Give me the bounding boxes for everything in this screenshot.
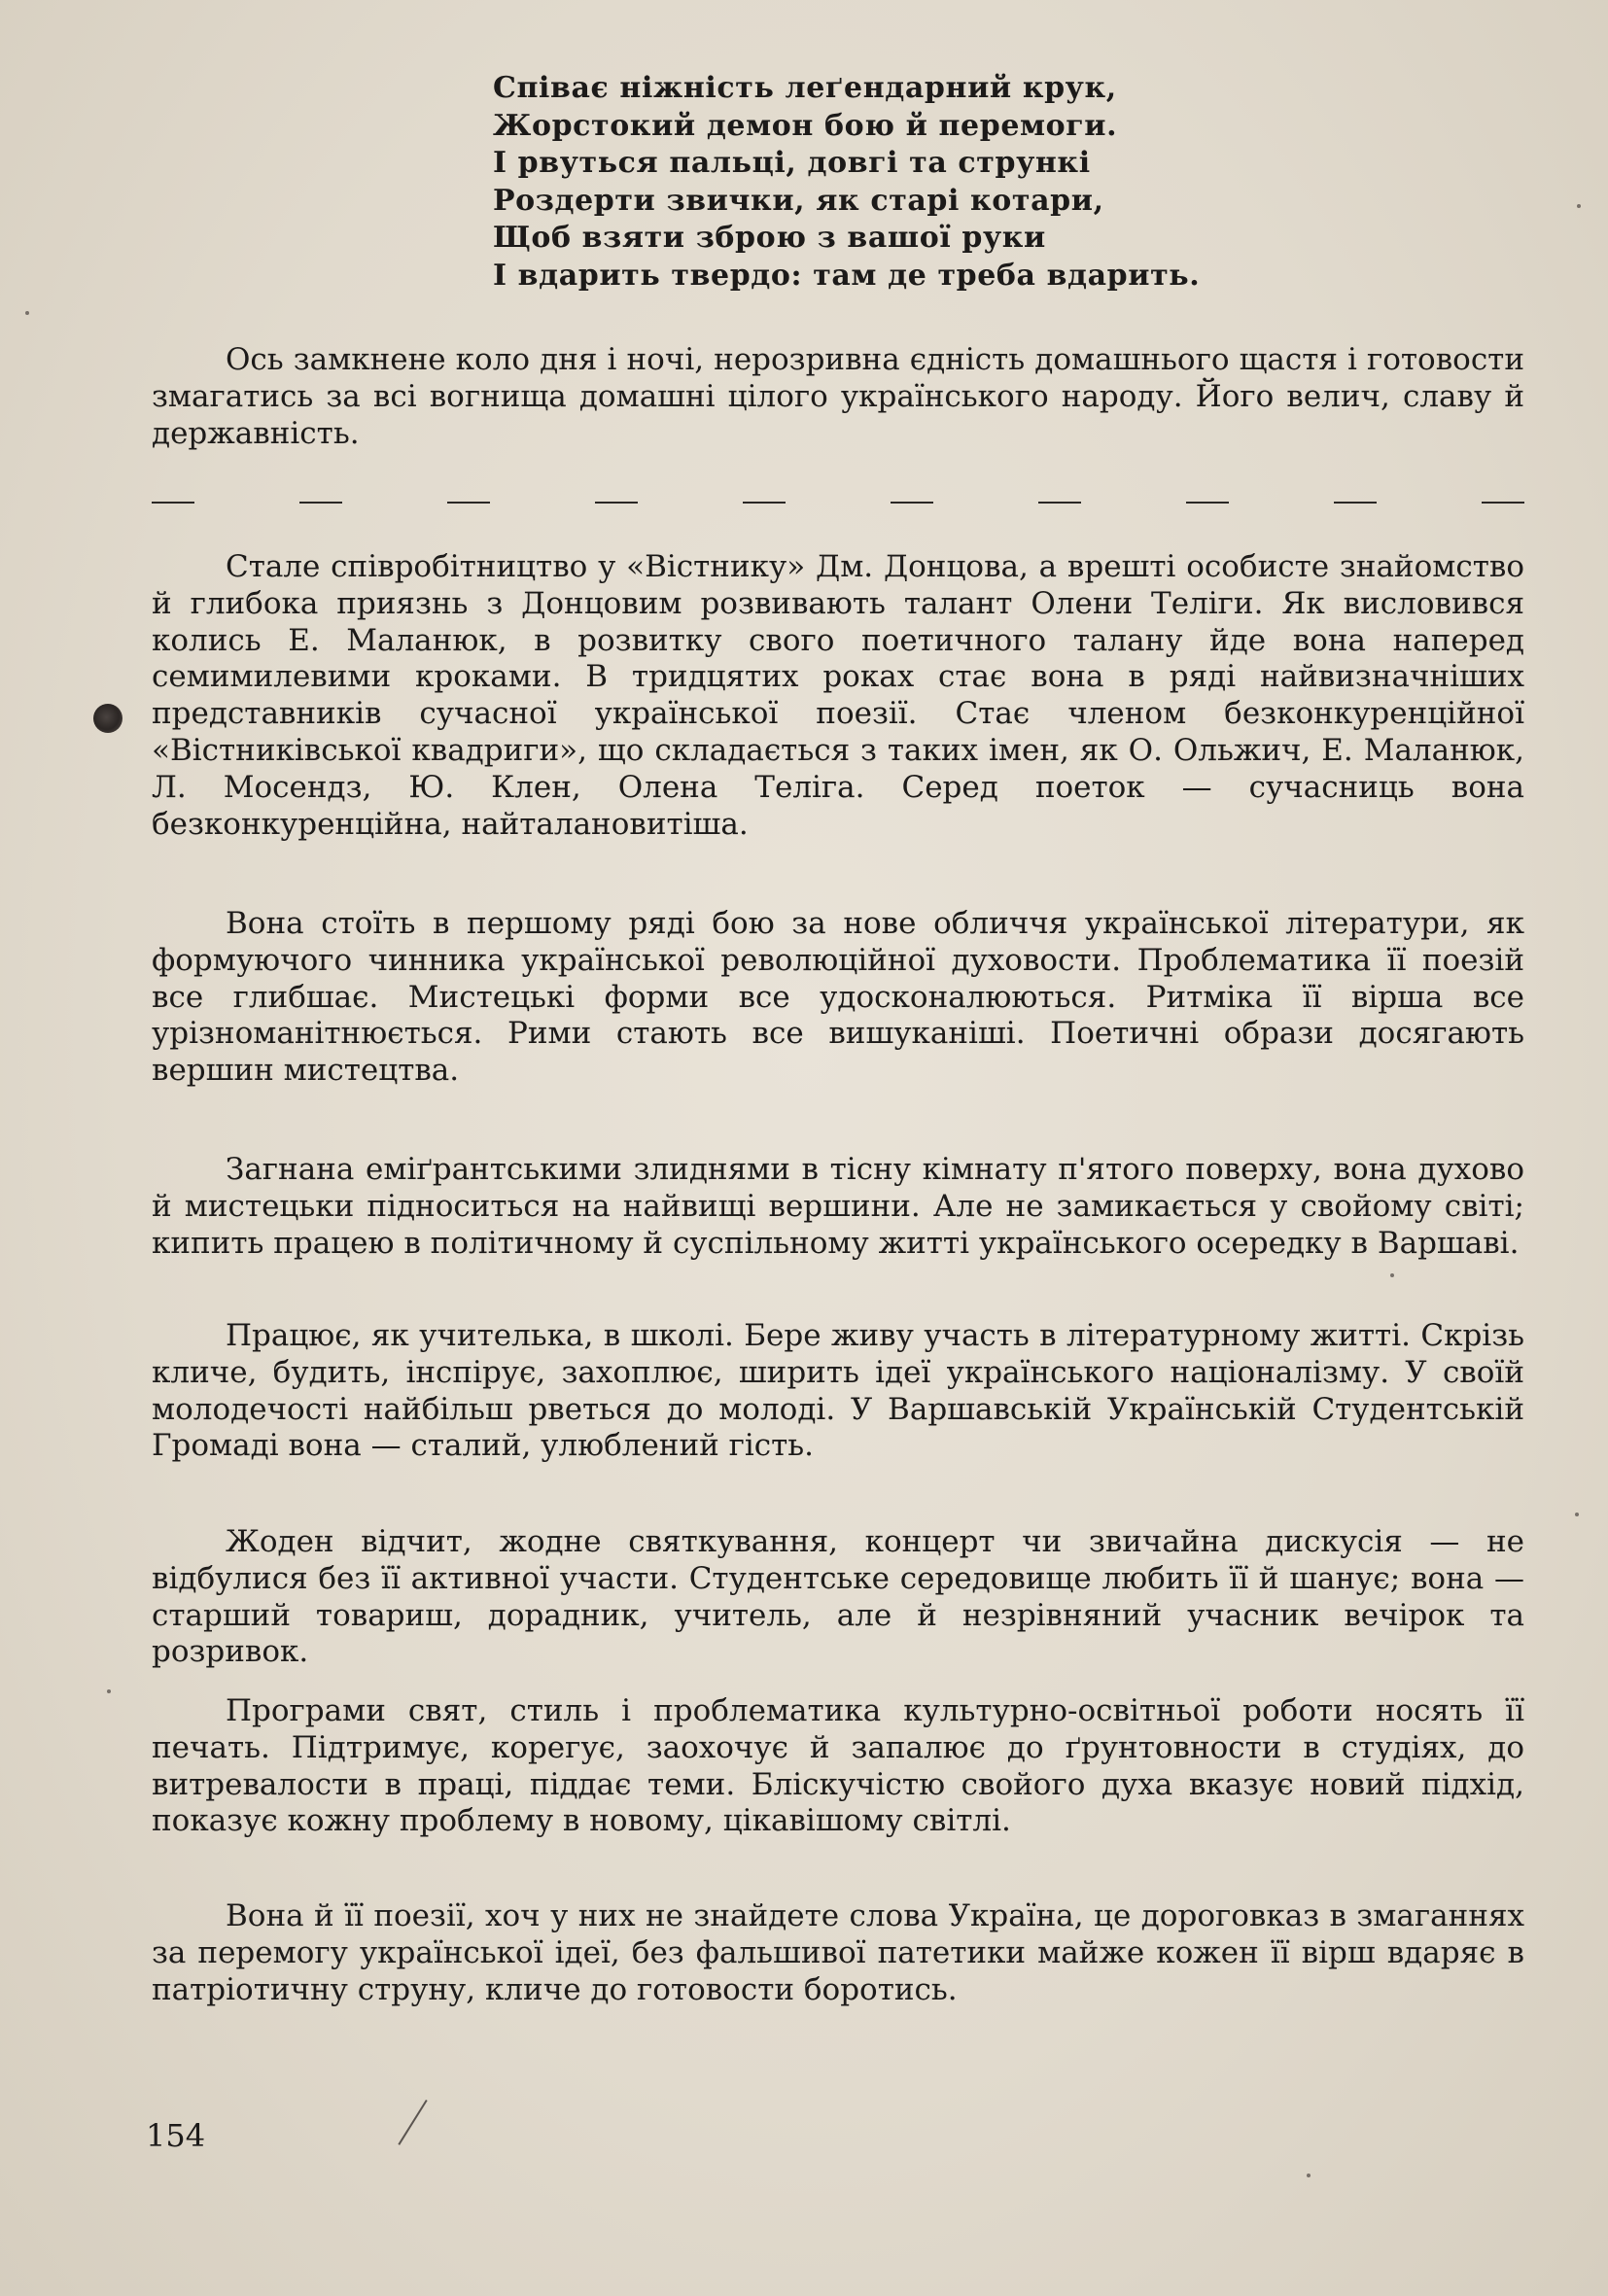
paragraph-patriotic: Вона й її поезії, хоч у них не знайдете слова Україна, це дороговказ в змаганнях за перемогу української ідеї, без фальшивої патетики майже кожен її вірш вдаряє в патріотичну струну, кличе до готовости боротись.: [152, 1898, 1524, 2007]
separator-dash: [152, 502, 194, 504]
ink-blot-mark: [93, 704, 122, 733]
paragraph-emigration: Загнана еміґрантськими злиднями в тісну кімнату п'ятого поверху, вона духово й мистецьки підноситься на найвищі вершини. Але не замикається у свойому світі; кипить працею в політичному й суспільному житті українського осередку в Варшаві.: [152, 1152, 1524, 1261]
separator-dash: [1038, 502, 1081, 504]
separator-dash: [447, 502, 490, 504]
separator-dash: [299, 502, 342, 504]
paragraph-literature: Вона стоїть в першому ряді бою за нове обличчя української літератури, як формуючого чинника української революційної духовости. Проблематика її поезій все глибшає. Мистецькі форми все удосконалюються. Ритміка її вірша все урізноманітнюється. Рими стають все вишуканіші. Поетичні образи досягають вершин мистецтва.: [152, 906, 1524, 1089]
paper-speck: [107, 1689, 111, 1693]
paper-speck: [1577, 204, 1581, 208]
poem-line: Роздерти звички, як старі котари,: [493, 183, 1104, 218]
section-separator: [152, 502, 1524, 504]
poem-line: Жорстокий демон бою й перемоги.: [493, 108, 1118, 143]
paper-speck: [1575, 1513, 1579, 1516]
paragraph-teacher: Працює, як учителька, в школі. Бере живу участь в літературному житті. Скрізь кличе, будить, інспірує, захоплює, ширить ідеї українського націоналізму. У своїй молодечості найбільш рветься до молоді. У Варшавській Українській Студентській Громаді вона — сталий, улюблений гість.: [152, 1318, 1524, 1464]
separator-dash: [891, 502, 933, 504]
poem-stanza: [493, 70, 1200, 296]
poem-line: Співає ніжність леґендарний крук,: [493, 71, 1117, 105]
poem-line: І вдарить твердо: там де треба вдарить.: [493, 258, 1201, 293]
separator-dash: [1186, 502, 1229, 504]
paragraph-student-community: Жоден відчит, жодне святкування, концерт чи звичайна дискусія — не відбулися без її активної участи. Студентське середовище любить її й шанує; вона — старший товариш, дорадник, учитель, але й незрівняний учасник вечірок та розривок.: [152, 1524, 1524, 1670]
pencil-stroke-mark: [398, 2100, 427, 2145]
page-number: 154: [146, 2117, 206, 2154]
paper-speck: [25, 311, 29, 315]
separator-dash: [595, 502, 638, 504]
paragraph-programs: Програми свят, стиль і проблематика культурно-освітньої роботи носять її печать. Підтримує, корегує, заохочує й запалює до ґрунтовности в студіях, до витревалости в праці, піддає теми. Бліскучістю свойого духа вказує новий підхід, показує кожну проблему в новому, цікавішому світлі.: [152, 1693, 1524, 1839]
separator-dash: [1482, 502, 1524, 504]
poem-line: Щоб взяти зброю з вашої руки: [493, 221, 1046, 256]
paragraph-vistnyk: Стале співробітництво у «Вістнику» Дм. Донцова, а врешті особисте знайомство й глибока приязнь з Донцовим розвивають талант Олени Теліги. Як висловився колись Е. Маланюк, в розвитку свого поетичного талану йде вона наперед семимилевими кроками. В тридцятих роках стає вона в ряді найвизначніших представників сучасної української поезії. Стає членом безконкуренційної «Вістниківської квадриги», що складається з таких імен, як О. Ольжич, Е. Маланюк, Л. Мосендз, Ю. Клен, Олена Теліга. Серед поеток — сучасниць вона безконкуренційна, найталановитіша.: [152, 549, 1524, 842]
separator-dash: [1334, 502, 1377, 504]
paper-speck: [1307, 2174, 1311, 2177]
paper-speck: [1390, 1273, 1394, 1277]
paragraph-family-unity: Ось замкнене коло дня і ночі, нерозривна єдність домашнього щастя і готовости змагатись за всі вогнища домашні цілого українського народу. Його велич, славу й державність.: [152, 342, 1524, 451]
separator-dash: [743, 502, 786, 504]
poem-line: І рвуться пальці, довгі та стрункі: [493, 146, 1091, 181]
